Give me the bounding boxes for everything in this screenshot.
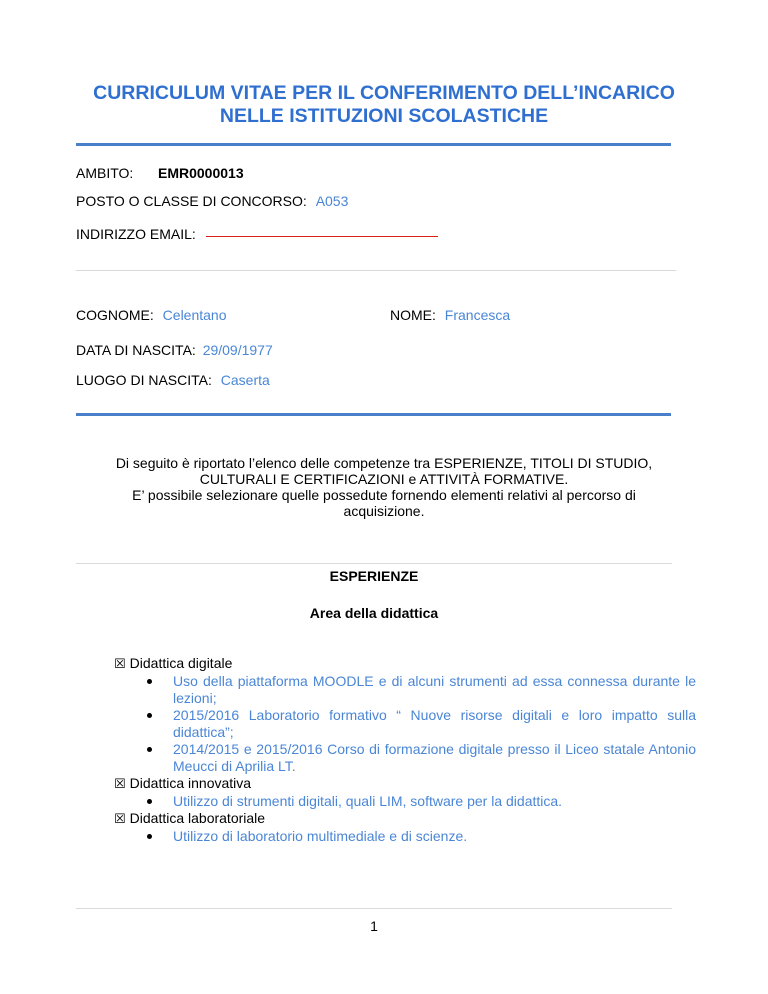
section-heading: ESPERIENZE — [329, 568, 419, 584]
competence-label: Didattica laboratoriale — [129, 810, 266, 826]
page-title — [60, 82, 708, 128]
checked-checkbox-icon[interactable]: ☒ — [114, 657, 126, 672]
title-line-1: CURRICULUM VITAE PER IL CONFERIMENTO DELL’INCARICO — [93, 82, 675, 104]
competence-list — [114, 655, 696, 845]
section-subheading: Area della didattica — [309, 605, 439, 621]
intro-paragraph — [60, 455, 708, 519]
intro-line-3: E’ possibile selezionare quelle possedute fornendo elementi relativi al percorso di — [132, 487, 636, 503]
nome-row — [390, 306, 510, 324]
intro-line-1: Di seguito è riportato l’elenco delle competenze tra ESPERIENZE, TITOLI DI STUDIO, — [115, 455, 653, 471]
bullet-item: Utilizzo di laboratorio multimediale e di scienze. — [173, 828, 696, 845]
bullet-item: 2014/2015 e 2015/2016 Corso di formazione digitale presso il Liceo statale Antonio Meucci di Aprilia LT. — [173, 741, 696, 774]
nome-label: NOME: — [390, 307, 436, 323]
competence-item-laboratoriale — [114, 810, 696, 828]
footer-divider — [76, 908, 672, 909]
competence-item-innovativa — [114, 775, 696, 793]
bullet-item: Utilizzo di strumenti digitali, quali LIM, software per la didattica. — [173, 793, 696, 810]
cognome-label: COGNOME: — [76, 307, 154, 323]
competence-item-digitale — [114, 655, 696, 673]
cognome-value: Celentano — [162, 307, 227, 323]
ambito-label: AMBITO: — [76, 165, 134, 181]
checked-checkbox-icon[interactable]: ☒ — [114, 777, 126, 792]
luogo-nascita-label: LUOGO DI NASCITA: — [76, 372, 212, 388]
data-nascita-value: 29/09/1977 — [202, 342, 273, 358]
bullet-list — [173, 673, 696, 775]
luogo-nascita-row — [76, 371, 270, 389]
info-divider — [76, 270, 676, 271]
data-nascita-row — [76, 341, 273, 359]
competence-label: Didattica digitale — [129, 655, 233, 671]
posto-value: A053 — [315, 193, 349, 209]
nome-value: Francesca — [444, 307, 511, 323]
bullet-list — [173, 828, 696, 845]
bullet-item: Uso della piattaforma MOODLE e di alcuni strumenti ad essa connessa durante le lezioni; — [173, 673, 696, 706]
bullet-item: 2015/2016 Laboratorio formativo “ Nuove risorse digitali e loro impatto sulla didattica”; — [173, 707, 696, 740]
email-field-line — [206, 236, 438, 237]
title-divider — [76, 143, 671, 146]
page-number: 1 — [370, 918, 378, 934]
section-top-divider — [76, 563, 672, 564]
ambito-value: EMR0000013 — [158, 165, 244, 181]
cognome-row — [76, 306, 227, 324]
title-line-2: NELLE ISTITUZIONI SCOLASTICHE — [219, 105, 549, 127]
intro-line-4: acquisizione. — [343, 503, 425, 519]
bullet-list — [173, 793, 696, 810]
checked-checkbox-icon[interactable]: ☒ — [114, 812, 126, 827]
person-divider — [76, 413, 671, 416]
luogo-nascita-value: Caserta — [220, 372, 270, 388]
posto-label: POSTO O CLASSE DI CONCORSO: — [76, 193, 307, 209]
competence-label: Didattica innovativa — [129, 775, 252, 791]
posto-row — [76, 192, 348, 210]
email-label: INDIRIZZO EMAIL: — [76, 226, 196, 242]
data-nascita-label: DATA DI NASCITA: — [76, 342, 196, 358]
intro-line-2: CULTURALI E CERTIFICAZIONI e ATTIVITÀ FORMATIVE. — [199, 471, 569, 487]
